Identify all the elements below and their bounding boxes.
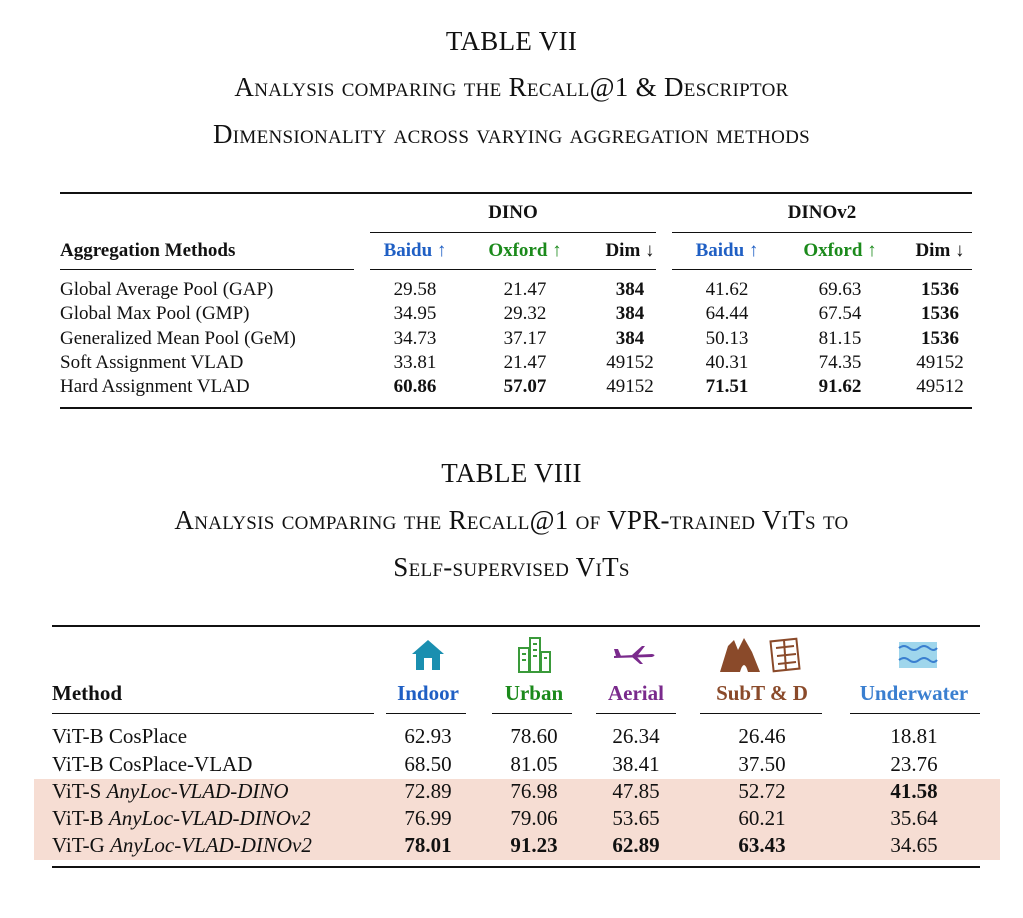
cell-urban: 81.05 <box>510 752 558 776</box>
table8-col-indoor: Indoor <box>397 681 459 705</box>
table7-rule-method <box>60 269 354 270</box>
cell-dino-dim: 384 <box>615 328 645 349</box>
table-row <box>60 327 972 351</box>
table8-rule-indoor <box>386 713 466 714</box>
cell-indoor: 78.01 <box>404 833 452 857</box>
table-row <box>60 302 972 326</box>
cell-indoor: 68.50 <box>404 752 452 776</box>
cell-v2-baidu: 41.62 <box>705 279 749 300</box>
table-row <box>52 778 980 805</box>
cell-v2-dim: 49512 <box>916 376 964 397</box>
cell-v2-baidu: 40.31 <box>705 352 749 373</box>
cell-subt: 26.46 <box>738 724 786 748</box>
cell-v2-dim: 1536 <box>921 303 959 324</box>
cell-aerial: 62.89 <box>612 833 660 857</box>
method-label: CosPlace <box>108 724 188 748</box>
table7-header-row <box>60 239 972 263</box>
method-label: CosPlace-VLAD <box>108 752 253 776</box>
table8-col-aerial: Aerial <box>608 681 664 705</box>
table8-rule-urban <box>492 713 572 714</box>
cell-dino-baidu: 33.81 <box>393 352 437 373</box>
cell-v2-oxford: 91.62 <box>818 376 862 397</box>
cell-indoor: 62.93 <box>404 724 452 748</box>
method-name <box>52 832 312 859</box>
table8-label: TABLE VIII <box>441 458 582 488</box>
table8-rule-subt <box>700 713 822 714</box>
method-name: Soft Assignment VLAD <box>60 352 244 373</box>
table-row <box>60 375 972 399</box>
table8-top-rule <box>52 625 980 627</box>
method-name: Global Max Pool (GMP) <box>60 303 250 324</box>
cell-dino-baidu: 34.73 <box>393 328 437 349</box>
table7-col-dino-oxford: Oxford ↑ <box>488 240 562 261</box>
table7-group-dinov2: DINOv2 <box>787 202 857 223</box>
table7-col-v2-dim: Dim ↓ <box>915 240 965 261</box>
table-row <box>52 832 980 859</box>
city-icon <box>516 634 552 674</box>
table-row <box>60 278 972 302</box>
table8-bottom-rule <box>52 866 980 868</box>
cell-v2-oxford: 81.15 <box>818 328 862 349</box>
cell-aerial: 47.85 <box>612 779 660 803</box>
cell-dino-oxford: 29.32 <box>503 303 547 324</box>
table7-col-method: Aggregation Methods <box>60 240 236 261</box>
table7-top-rule <box>60 192 972 194</box>
table8-rule-underwater <box>850 713 980 714</box>
cell-dino-oxford: 37.17 <box>503 328 547 349</box>
collapsed-building-icon <box>768 634 806 674</box>
table7-label: TABLE VII <box>445 26 578 56</box>
cell-subt: 52.72 <box>738 779 786 803</box>
method-prefix: ViT-B <box>52 724 104 748</box>
cell-subt: 37.50 <box>738 752 786 776</box>
cell-indoor: 72.89 <box>404 779 452 803</box>
cell-subt: 63.43 <box>738 833 786 857</box>
cell-dino-dim: 49152 <box>606 352 654 373</box>
table8-rule-aerial <box>596 713 676 714</box>
method-name <box>52 723 187 750</box>
cell-v2-dim: 1536 <box>921 328 959 349</box>
cell-v2-baidu: 64.44 <box>705 303 749 324</box>
table7-col-dino-dim: Dim ↓ <box>605 240 655 261</box>
cell-v2-dim: 49152 <box>916 352 964 373</box>
cell-dino-dim: 384 <box>615 279 645 300</box>
method-label: AnyLoc-VLAD-DINO <box>106 779 289 803</box>
table8-header-row <box>52 680 980 707</box>
cell-underwater: 18.81 <box>890 724 938 748</box>
table7-group-rule-dinov2 <box>672 232 972 233</box>
table-row <box>52 723 980 750</box>
cell-v2-baidu: 50.13 <box>705 328 749 349</box>
cell-subt: 60.21 <box>738 806 786 830</box>
cell-dino-dim: 384 <box>615 303 645 324</box>
table7-col-v2-oxford: Oxford ↑ <box>803 240 877 261</box>
cell-aerial: 26.34 <box>612 724 660 748</box>
method-prefix: ViT-G <box>52 833 105 857</box>
cell-underwater: 41.58 <box>890 779 938 803</box>
cell-underwater: 34.65 <box>890 833 938 857</box>
cell-urban: 76.98 <box>510 779 558 803</box>
table7-col-dino-baidu: Baidu ↑ <box>383 240 447 261</box>
cell-v2-oxford: 74.35 <box>818 352 862 373</box>
cave-icon <box>718 634 762 674</box>
method-name <box>52 751 252 778</box>
table8-col-subt: SubT & D <box>716 681 808 705</box>
table7-group-dino: DINO <box>488 202 538 223</box>
table7-col-v2-baidu: Baidu ↑ <box>695 240 759 261</box>
cell-dino-baidu: 29.58 <box>393 279 437 300</box>
table-row <box>52 805 980 832</box>
water-icon <box>898 640 938 670</box>
cell-dino-dim: 49152 <box>606 376 654 397</box>
table-row <box>60 351 972 375</box>
method-prefix: ViT-S <box>52 779 102 803</box>
cell-dino-baidu: 60.86 <box>393 376 437 397</box>
airplane-icon <box>612 644 658 666</box>
method-label: AnyLoc-VLAD-DINOv2 <box>108 806 311 830</box>
method-prefix: ViT-B <box>52 752 104 776</box>
cell-indoor: 76.99 <box>404 806 452 830</box>
method-prefix: ViT-B <box>52 806 104 830</box>
house-icon <box>410 638 446 672</box>
cell-underwater: 35.64 <box>890 806 938 830</box>
cell-underwater: 23.76 <box>890 752 938 776</box>
cell-dino-oxford: 21.47 <box>503 352 547 373</box>
table7-rule-dino <box>370 269 656 270</box>
table8-rule-method <box>52 713 374 714</box>
table-row <box>52 751 980 778</box>
cell-aerial: 53.65 <box>612 806 660 830</box>
table8-title-line1: Analysis comparing the Recall@1 of VPR-trained ViTs to <box>174 505 849 535</box>
cell-dino-oxford: 21.47 <box>503 279 547 300</box>
method-name: Global Average Pool (GAP) <box>60 279 274 300</box>
cell-dino-baidu: 34.95 <box>393 303 437 324</box>
method-name: Generalized Mean Pool (GeM) <box>60 328 296 349</box>
table8-title-line2: Self-supervised ViTs <box>393 552 630 582</box>
cell-urban: 91.23 <box>510 833 558 857</box>
cell-urban: 79.06 <box>510 806 558 830</box>
method-label: AnyLoc-VLAD-DINOv2 <box>110 833 312 857</box>
table8-col-method: Method <box>52 681 122 705</box>
table7-rule-dinov2 <box>672 269 972 270</box>
table8-col-underwater: Underwater <box>859 681 969 705</box>
method-name: Hard Assignment VLAD <box>60 376 250 397</box>
cell-dino-oxford: 57.07 <box>503 376 547 397</box>
table7-title-line2: Dimensionality across varying aggregation methods <box>212 119 811 149</box>
method-name <box>52 778 289 805</box>
cell-v2-baidu: 71.51 <box>705 376 749 397</box>
table7-title-line1: Analysis comparing the Recall@1 & Descriptor <box>234 72 789 102</box>
method-name <box>52 805 311 832</box>
cell-urban: 78.60 <box>510 724 558 748</box>
table8-col-urban: Urban <box>504 681 564 705</box>
cell-v2-oxford: 67.54 <box>818 303 862 324</box>
cell-v2-dim: 1536 <box>921 279 959 300</box>
cell-v2-oxford: 69.63 <box>818 279 862 300</box>
cell-aerial: 38.41 <box>612 752 660 776</box>
table7-group-rule-dino <box>370 232 656 233</box>
table7-bottom-rule <box>60 407 972 409</box>
